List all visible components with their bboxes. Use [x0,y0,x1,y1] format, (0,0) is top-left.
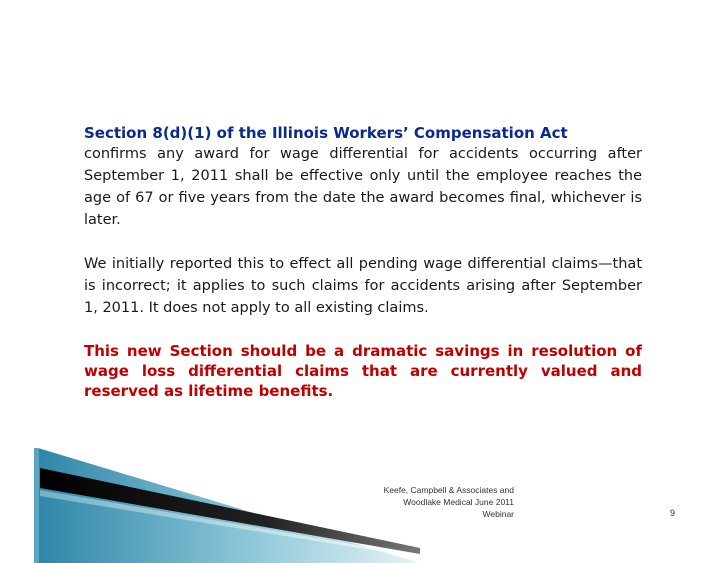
paragraph-award: confirms any award for wage differential for accidents occurring after September 1, 2011 shall be effective only until the employee reaches the age of 67 or five years from the date the award becomes final, whichever is later. [84,146,642,228]
emphasis-paragraph: This new Section should be a dramatic savings in resolution of wage loss differential claims that are currently valued and reserved as lifetime benefits. [84,342,642,400]
footer-line: Keefe, Campbell & Associates and [383,485,514,495]
footer-line: Webinar [482,509,514,519]
paragraph-spacer [84,231,642,253]
page-number: 9 [670,508,676,518]
paragraph-spacer [84,319,642,341]
footer-credit [330,484,514,520]
footer-line: Woodlake Medical June 2011 [403,497,514,507]
paragraph-correction: We initially reported this to effect all pending wage differential claims—that is incorrect; it applies to such claims for accidents arising after September 1, 2011. It does not apply to all existing claims. [84,256,642,316]
section-heading: Section 8(d)(1) of the Illinois Workers’ Compensation Act [84,124,568,142]
slide-content [84,123,642,401]
